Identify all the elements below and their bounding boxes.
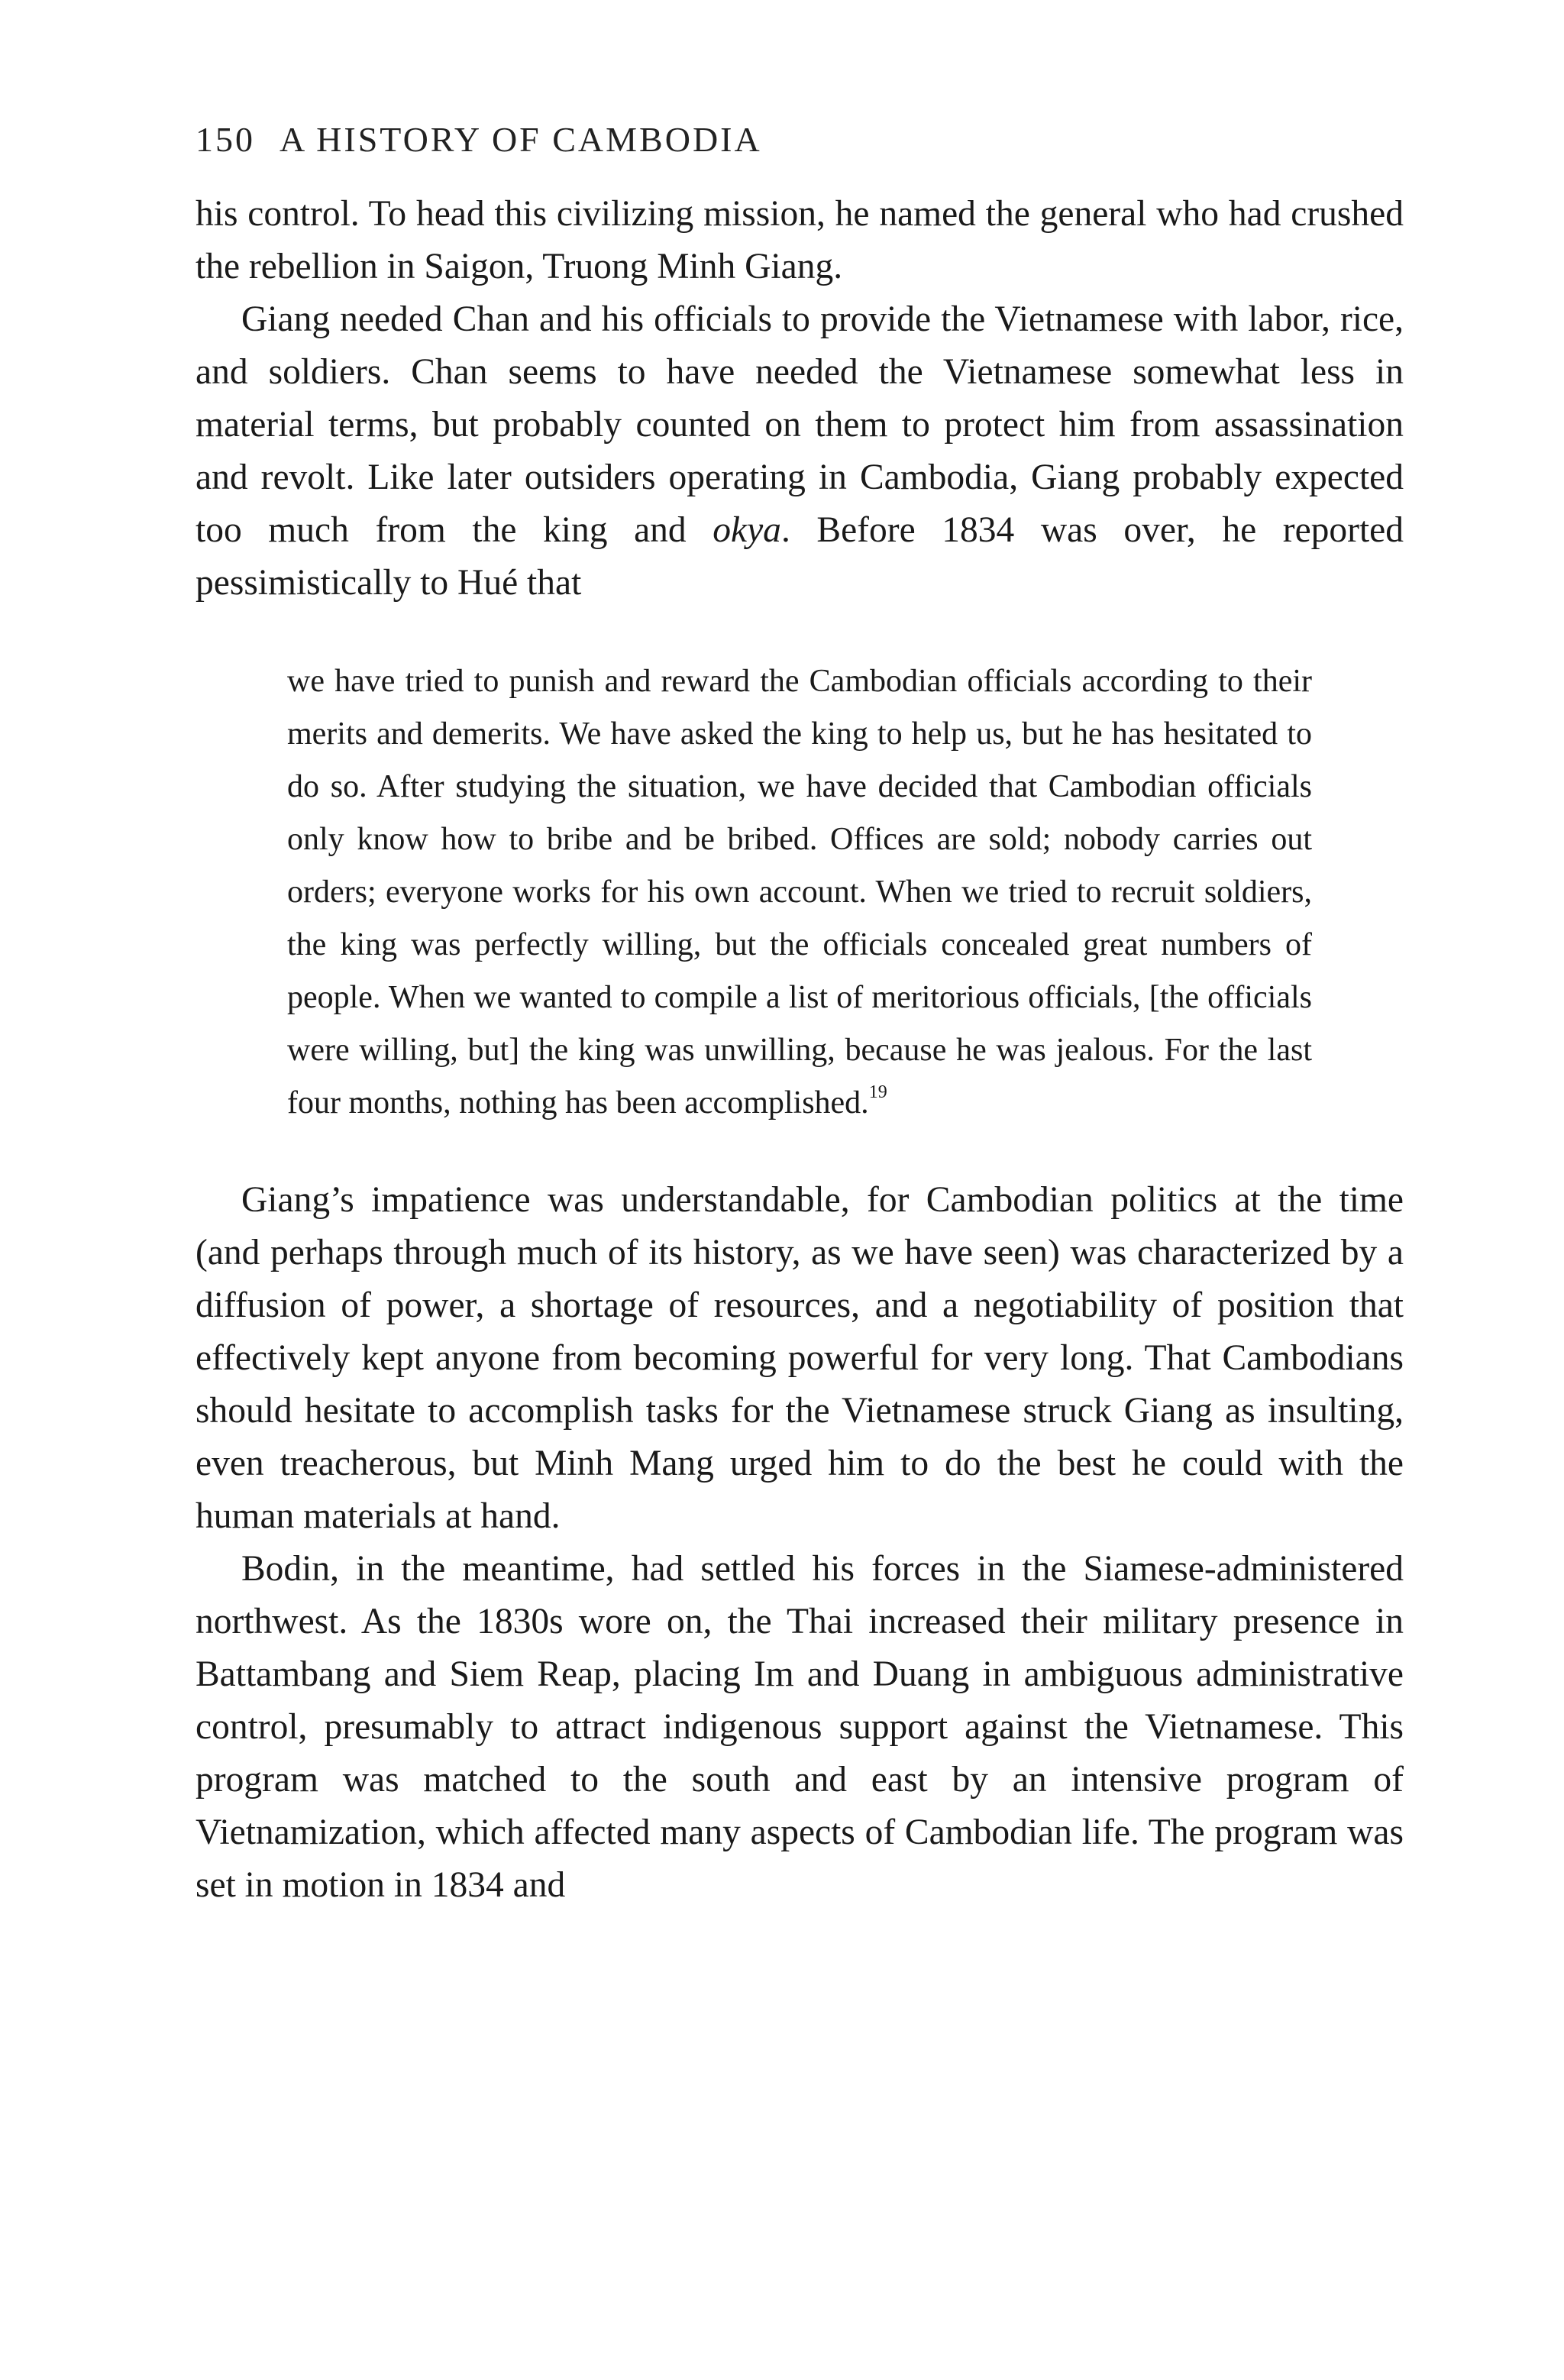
block-quote bbox=[287, 655, 1312, 1130]
paragraph-1: his control. To head this civilizing mission, he named the general who had crushed the rebellion in Saigon, Truong Minh Giang. bbox=[196, 194, 1404, 286]
paragraph-2-text-a: Giang needed Chan and his officials to provide the Vietnamese with labor, rice, and soldiers. Chan seems to have needed the Vietnamese somewhat less in material terms, but probably counted on them to protect him from assassination and revolt. Like later outsiders operating in Cambodia, Giang probably expected too much from the king and bbox=[196, 299, 1404, 550]
block-quote-text bbox=[287, 655, 1312, 1130]
book-page bbox=[196, 122, 1404, 1912]
paragraph-2-italic-term: okya bbox=[713, 510, 781, 550]
block-quote-body: we have tried to punish and reward the Cambodian officials according to their merits and demerits. We have asked the king to help us, but he has hesitated to do so. After studying the situation, we have decided that Cambodian officials only know how to bribe and be bribed. Offices are sold; nobody carries out orders; everyone works for his own account. When we tried to recruit soldiers, the king was perfectly willing, but the officials concealed great numbers of people. When we wanted to compile a list of meritorious officials, [the officials were willing, but] the king was unwilling, because he was jealous. For the last four months, nothing has been accomplished. bbox=[287, 664, 1312, 1120]
page-number: 150 bbox=[196, 120, 255, 159]
footnote-marker: 19 bbox=[868, 1082, 887, 1102]
running-header bbox=[196, 122, 1404, 157]
paragraph-4: Bodin, in the meantime, had settled his forces in the Siamese-administered northwest. As the 1830s wore on, the Thai increased their military presence in Battambang and Siem Reap, placing Im and Duang in ambiguous administrative control, presumably to attract indigenous support against the Vietnamese. This program was matched to the south and east by an intensive program of Vietnamization, which affected many aspects of Cambodian life. The program was set in motion in 1834 and bbox=[196, 1549, 1404, 1905]
body-text-continued bbox=[196, 1174, 1404, 1912]
running-title: A HISTORY OF CAMBODIA bbox=[280, 120, 762, 159]
paragraph-2 bbox=[196, 293, 1404, 610]
paragraph-2-text-b: . Before 1834 was over, he reported pessimistically to Hué that bbox=[196, 510, 1404, 603]
paragraph-3: Giang’s impatience was understandable, for Cambodian politics at the time (and perhaps through much of its history, as we have seen) was characterized by a diffusion of power, a shortage of resources, and a negotiability of position that effectively kept anyone from becoming powerful for very long. That Cambodians should hesitate to accomplish tasks for the Vietnamese struck Giang as insulting, even treacherous, but Minh Mang urged him to do the best he could with the human materials at hand. bbox=[196, 1180, 1404, 1536]
body-text bbox=[196, 188, 1404, 610]
